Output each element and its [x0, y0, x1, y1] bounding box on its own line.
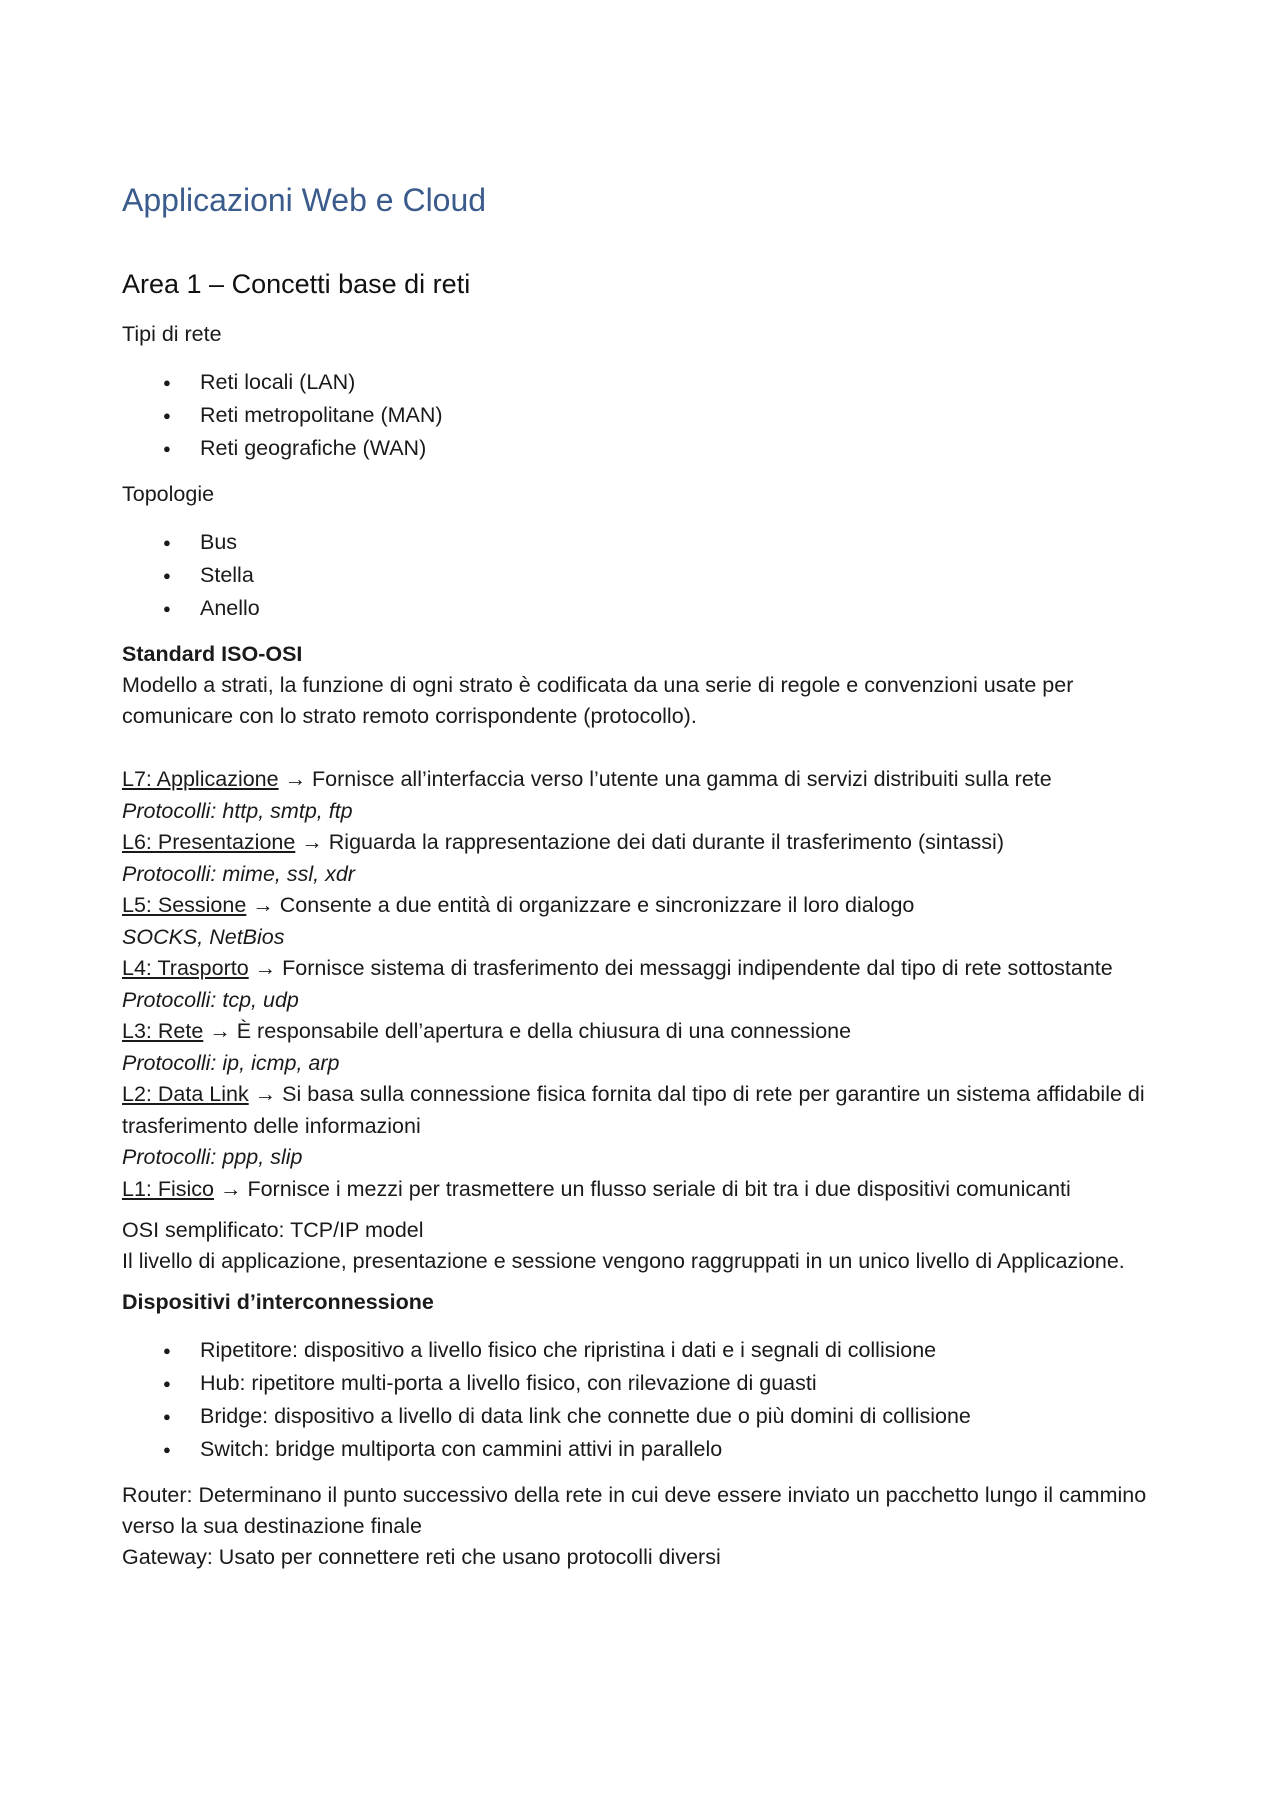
- tcpip-block: [122, 1215, 1172, 1277]
- router-text: Router: Determinano il punto successivo della rete in cui deve essere inviato un pacchetto lungo il cammino verso la sua destinazione finale: [122, 1483, 1147, 1538]
- arrow-icon: →: [246, 893, 280, 917]
- layer-name: L6: Presentazione: [122, 830, 296, 854]
- layer-description: È responsabile dell’apertura e della chiusura di una connessione: [236, 1019, 852, 1043]
- list-item: ● Reti locali (LAN): [122, 366, 1172, 399]
- iso-osi-heading: Standard ISO-OSI: [122, 642, 303, 666]
- network-types-list: [122, 366, 1172, 465]
- network-types-heading: Tipi di rete: [122, 322, 222, 346]
- list-item: ● Stella: [122, 559, 1172, 592]
- list-item: ● Reti geografiche (WAN): [122, 432, 1172, 465]
- layer-description: Fornisce sistema di trasferimento dei messaggi indipendente dal tipo di rete sottostante: [282, 956, 1113, 980]
- layer-name: L3: Rete: [122, 1019, 204, 1043]
- topologies-list: [122, 526, 1172, 625]
- list-item: ● Anello: [122, 592, 1172, 625]
- layer-description: Fornisce i mezzi per trasmettere un flusso seriale di bit tra i due dispositivi comunicanti: [247, 1176, 1071, 1201]
- layer-protocols: Protocolli: tcp, udp: [122, 987, 299, 1012]
- arrow-icon: →: [248, 1082, 283, 1106]
- layer-description: Riguarda la rappresentazione dei dati durante il trasferimento (sintassi): [328, 830, 1004, 854]
- document-page: [122, 178, 1172, 1573]
- layer-name: L4: Trasporto: [122, 956, 249, 980]
- arrow-icon: →: [203, 1019, 237, 1043]
- gateway-text: Gateway: Usato per connettere reti che usano protocolli diversi: [122, 1545, 721, 1569]
- layer-line: [122, 953, 1172, 985]
- layer-description: Consente a due entità di organizzare e sincronizzare il loro dialogo: [279, 893, 915, 917]
- list-item: ● Bridge: dispositivo a livello di data link che connette due o più domini di collisione: [122, 1400, 1172, 1433]
- layer-protocols: SOCKS, NetBios: [122, 924, 285, 949]
- layer-name: L2: Data Link: [122, 1082, 249, 1106]
- list-item: ● Reti metropolitane (MAN): [122, 399, 1172, 432]
- layer-line: [122, 1016, 1172, 1048]
- list-item: ● Bus: [122, 526, 1172, 559]
- layer-description: Si basa sulla connessione fisica fornita dal tipo di rete per garantire un sistema affidabile di trasferimento delle informazioni: [122, 1082, 1145, 1138]
- arrow-icon: →: [214, 1176, 248, 1201]
- devices-list: [122, 1334, 1172, 1466]
- arrow-icon: →: [295, 830, 329, 854]
- list-item: ● Switch: bridge multiporta con cammini attivi in parallelo: [122, 1433, 1172, 1466]
- layer-name: L7: Applicazione: [122, 767, 279, 791]
- iso-osi-description: Modello a strati, la funzione di ogni strato è codificata da una serie di regole e convenzioni usate per comunicare con lo strato remoto corrispondente (protocollo).: [122, 673, 1074, 728]
- layer-line: [122, 764, 1172, 796]
- list-item: ● Ripetitore: dispositivo a livello fisico che ripristina i dati e i segnali di collisione: [122, 1334, 1172, 1367]
- layer-line: [122, 827, 1172, 859]
- section-title: Area 1 – Concetti base di reti: [122, 269, 471, 299]
- document-title: Applicazioni Web e Cloud: [122, 182, 487, 218]
- arrow-icon: →: [278, 767, 313, 791]
- layer-protocols: Protocolli: mime, ssl, xdr: [122, 861, 355, 886]
- topologies-heading: Topologie: [122, 482, 215, 506]
- layer-protocols: Protocolli: ppp, slip: [122, 1145, 303, 1169]
- osi-layers: [122, 764, 1172, 1205]
- layer-description: Fornisce all’interfaccia verso l’utente una gamma di servizi distribuiti sulla rete: [312, 767, 1052, 791]
- layer-line: [122, 890, 1172, 922]
- layer-name: L1: Fisico: [122, 1176, 215, 1201]
- layer-name: L5: Sessione: [122, 893, 247, 917]
- layer-protocols: Protocolli: ip, icmp, arp: [122, 1050, 340, 1075]
- arrow-icon: →: [248, 956, 283, 980]
- layer-line: [122, 1174, 1172, 1206]
- tcpip-title: OSI semplificato: TCP/IP model: [122, 1218, 424, 1242]
- tcpip-description: Il livello di applicazione, presentazione e sessione vengono raggruppati in un unico livello di Applicazione.: [122, 1249, 1125, 1273]
- layer-line: [122, 1079, 1172, 1142]
- list-item: ● Hub: ripetitore multi-porta a livello fisico, con rilevazione di guasti: [122, 1367, 1172, 1400]
- devices-heading: Dispositivi d’interconnessione: [122, 1290, 434, 1314]
- layer-protocols: Protocolli: http, smtp, ftp: [122, 798, 353, 823]
